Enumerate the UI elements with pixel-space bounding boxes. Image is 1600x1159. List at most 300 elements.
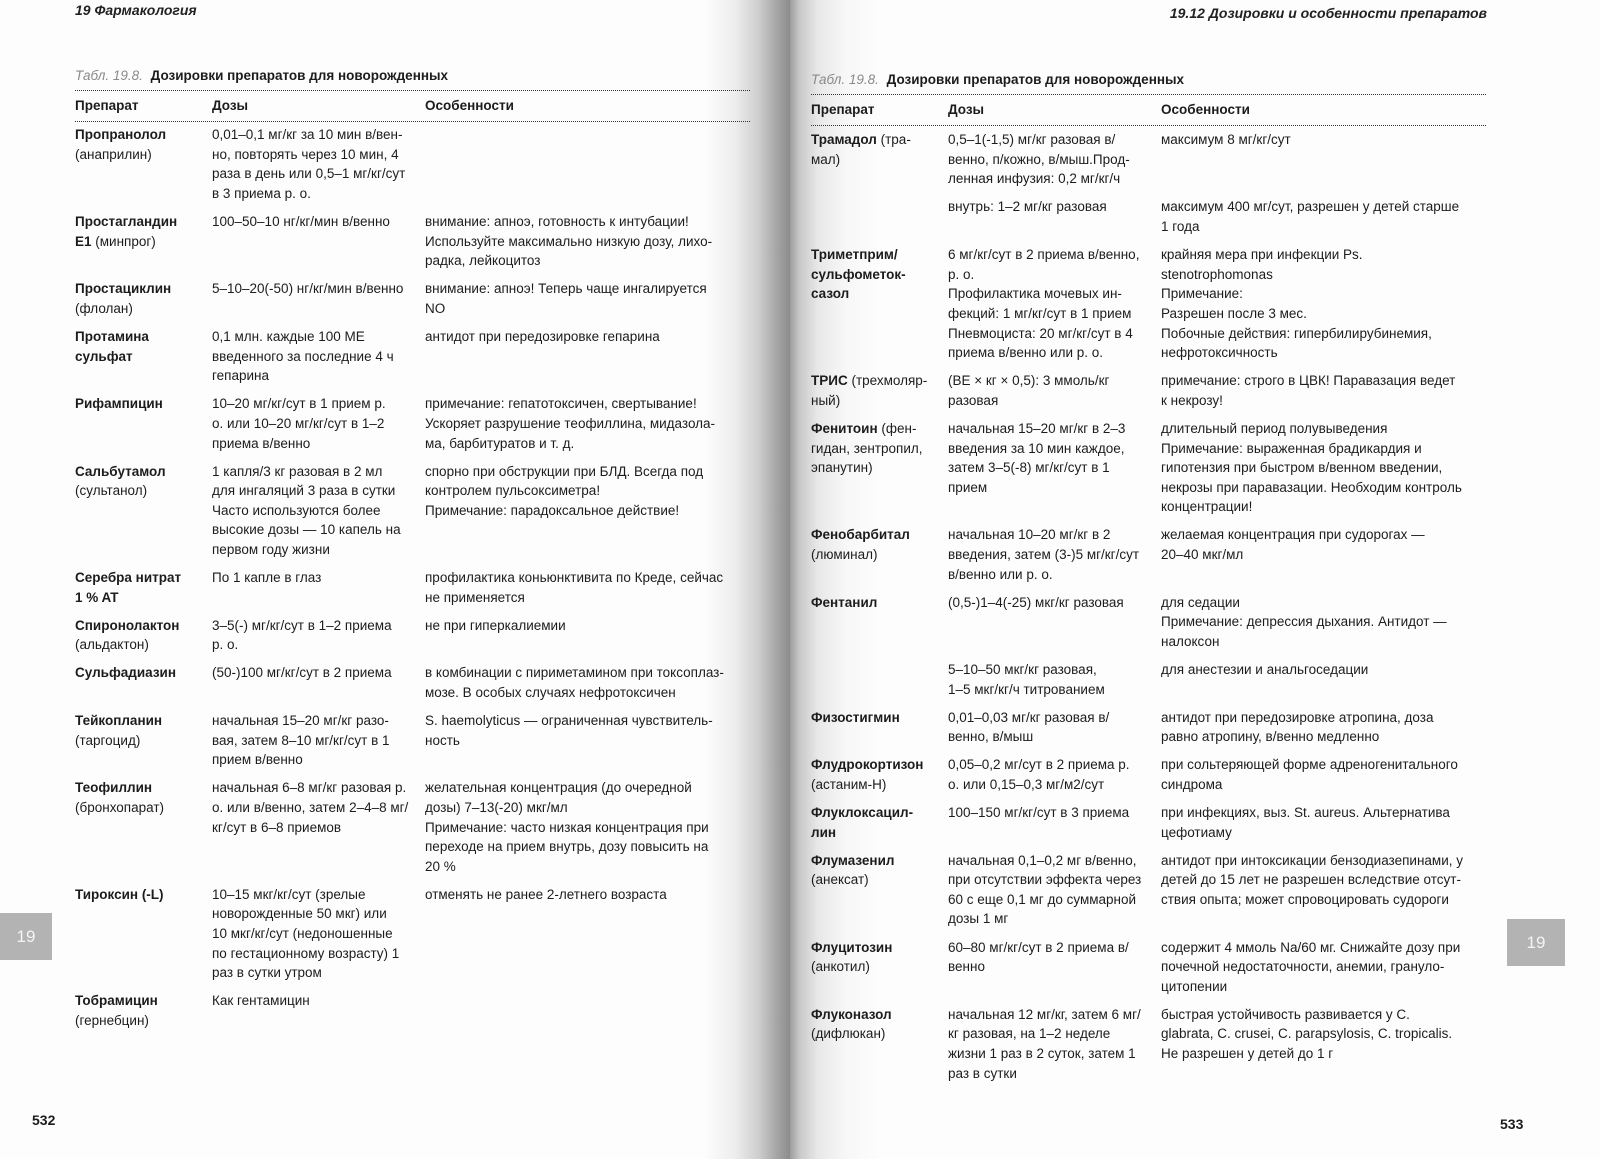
dose-line: приема в/венно или р. о. <box>948 345 1104 361</box>
dose-line: но, повторять через 10 мин, 4 <box>212 146 399 162</box>
drug-line <box>75 299 212 319</box>
drug-cell <box>75 568 212 607</box>
notes-line: некрозы при паравазации. Необходим контроль <box>1161 479 1462 495</box>
drug-name: Триметприм/ <box>811 247 898 263</box>
dose-line: 5–10–20(-50) нг/кг/мин в/венно <box>212 281 404 297</box>
drug-name: Тобрамицин <box>75 993 158 1009</box>
dose-line: высокие дозы — 10 капель на <box>212 522 401 538</box>
drug-line <box>75 798 212 818</box>
notes-line: длительный период полувыведения <box>1161 420 1388 436</box>
notes-line: контролем пульсоксиметра! <box>425 483 601 499</box>
drug-alt-name: (трехмоляр- <box>851 373 928 389</box>
notes-line: примечание: гепатотоксичен, свертывание! <box>425 396 697 412</box>
dose-cell <box>212 568 425 607</box>
dose-line: р. о. <box>212 637 239 653</box>
chapter-tab-label: 19 <box>1526 933 1546 952</box>
drug-line <box>811 803 948 823</box>
drug-alt-name: гидан, зентропил, <box>811 440 923 456</box>
drug-name: Сульфадиазин <box>75 665 176 681</box>
notes-line: концентрации! <box>1161 499 1253 515</box>
notes-cell <box>1161 938 1486 997</box>
notes-line: Побочные действия: гипербилирубинемия, <box>1161 325 1432 341</box>
notes-line: переходе на прием внутрь, дозу повысить на <box>425 839 709 855</box>
drug-name: Серебра нитрат <box>75 570 182 586</box>
notes-line: для седации <box>1161 594 1240 610</box>
dose-line: начальная 15–20 мг/кг в 2–3 <box>948 420 1126 436</box>
dose-line: 1–5 мкг/кг/ч титрованием <box>948 681 1105 697</box>
notes-line: Примечание: парадоксальное действие! <box>425 502 680 518</box>
notes-line: содержит 4 ммоль Na/60 мг. Снижайте дозу при <box>1161 939 1461 955</box>
dose-line: 0,05–0,2 мг/сут в 2 приема р. <box>948 757 1130 773</box>
running-head: 19 Фармакология <box>75 2 197 18</box>
drug-cell <box>811 851 948 929</box>
dose-line: жизни 1 раз в 2 суток, затем 1 <box>948 1046 1136 1062</box>
drug-cell <box>75 663 212 702</box>
drug-alt-name: (дифлюкан) <box>811 1026 886 1042</box>
notes-cell <box>1161 803 1486 842</box>
drug-alt-name: (сультанол) <box>75 483 148 499</box>
notes-cell <box>425 462 750 560</box>
table-number: Табл. 19.8. <box>75 68 143 83</box>
drug-name: Рифампицин <box>75 396 163 412</box>
drug-name: Физостигмин <box>811 709 900 725</box>
drug-name: E1 <box>75 233 92 249</box>
dose-line: Как гентамицин <box>212 993 310 1009</box>
dose-line: о. или 10–20 мг/кг/сут в 1–2 <box>212 415 385 431</box>
dose-cell <box>212 394 425 453</box>
drug-alt-name: мал) <box>811 151 841 167</box>
table-title: Дозировки препаратов для новорожденных <box>886 72 1185 87</box>
notes-line: гипотензия при быстром в/венном введении, <box>1161 460 1443 476</box>
notes-line: Примечание: <box>1161 286 1243 302</box>
dose-cell <box>948 371 1161 410</box>
dose-line: 1 капля/3 кг разовая в 2 мл <box>212 463 383 479</box>
dose-line: начальная 6–8 мг/кг разовая р. <box>212 780 407 796</box>
table-caption <box>811 69 1486 95</box>
drug-name: Флуконазол <box>811 1006 892 1022</box>
notes-cell <box>1161 708 1486 747</box>
drug-line <box>75 394 212 414</box>
drug-alt-name: (гернебцин) <box>75 1012 149 1028</box>
drug-line <box>75 663 212 683</box>
dose-line: (0,5-)1–4(-25) мкг/кг разовая <box>948 594 1124 610</box>
dose-cell <box>212 663 425 702</box>
drug-name: Фентанил <box>811 594 878 610</box>
drug-cell <box>75 462 212 560</box>
right-page <box>790 0 1600 1159</box>
drug-cell <box>75 327 212 386</box>
table-row <box>811 130 1486 197</box>
notes-line: крайняя мера при инфекции Ps. <box>1161 247 1363 263</box>
drug-alt-name: (минпрог) <box>95 233 156 249</box>
table-row <box>75 327 750 394</box>
drug-line <box>811 545 948 565</box>
notes-line: примечание: строго в ЦВК! Паравазация ведет <box>1161 373 1456 389</box>
drug-line <box>811 265 948 285</box>
dose-line: о. или в/венно, затем 2–4–8 мг/ <box>212 800 409 815</box>
drug-name: Теофиллин <box>75 780 153 796</box>
running-head: 19.12 Дозировки и особенности препаратов <box>1169 5 1487 21</box>
notes-cell <box>1161 419 1486 517</box>
drug-line <box>75 279 212 299</box>
drug-line <box>75 232 212 252</box>
drug-line <box>75 212 212 232</box>
drug-line <box>811 130 948 150</box>
drug-line <box>75 125 212 145</box>
drug-line <box>75 885 212 905</box>
dose-cell <box>948 938 1161 997</box>
table-row <box>811 245 1486 371</box>
drug-cell <box>75 394 212 453</box>
drug-name: сазол <box>811 286 850 302</box>
drug-line <box>75 778 212 798</box>
notes-line: нефротоксичность <box>1161 345 1278 361</box>
drug-alt-name: (анкотил) <box>811 959 870 975</box>
drug-line <box>75 711 212 731</box>
table-row <box>811 419 1486 525</box>
notes-line: не применяется <box>425 589 525 605</box>
dose-cell <box>212 885 425 983</box>
notes-line: быстрая устойчивость развивается у C. <box>1161 1006 1410 1022</box>
dose-line: венно, п/кожно, в/мыш.Прод- <box>948 151 1130 167</box>
table-row <box>75 212 750 279</box>
dose-cell <box>948 245 1161 363</box>
dose-line: 100–150 мг/кг/сут в 3 приема <box>948 805 1130 820</box>
drug-cell <box>75 616 212 655</box>
drug-alt-name: эпанутин) <box>811 460 873 476</box>
drug-line <box>811 1005 948 1025</box>
dose-line: по гестационному возрасту) 1 <box>212 945 400 961</box>
notes-line: glabrata, C. crusei, C. parapsylosis, C. tropicalis. <box>1161 1026 1453 1042</box>
dose-line: затем 3–5(-8) мг/кг/сут в 1 <box>948 460 1110 476</box>
drug-alt-name: (анексат) <box>811 872 869 888</box>
drug-cell <box>811 419 948 517</box>
notes-line: радка, лейкоцитоз <box>425 253 541 269</box>
drug-name: сульфат <box>75 348 133 364</box>
table-row <box>811 197 1486 245</box>
dose-cell <box>948 593 1161 652</box>
dose-line: дозы 1 мг <box>948 911 1009 927</box>
drug-line <box>75 347 212 367</box>
dose-line: Часто используются более <box>212 502 381 518</box>
notes-cell <box>425 279 750 318</box>
dose-cell <box>948 708 1161 747</box>
notes-line: мозе. В особых случаях нефротоксичен <box>425 685 676 701</box>
drug-line <box>811 458 948 478</box>
dose-cell <box>212 462 425 560</box>
dose-cell <box>212 991 425 1030</box>
drug-name: Флудрокортизон <box>811 757 924 773</box>
notes-line: цитопении <box>1161 978 1228 994</box>
notes-cell <box>425 394 750 453</box>
notes-line: почечной недостаточности, анемии, грануло- <box>1161 959 1445 975</box>
drug-name: Фенобарбитал <box>811 527 910 543</box>
dose-line: Пневмоциста: 20 мг/кг/сут в 4 <box>948 325 1133 341</box>
drug-line <box>811 957 948 977</box>
dose-cell <box>948 1005 1161 1083</box>
notes-line: при сольтеряющей форме адреногенитального <box>1161 757 1458 773</box>
column-header-dose: Дозы <box>948 102 985 117</box>
drug-line <box>811 371 948 391</box>
drug-name: Флуцитозин <box>811 939 893 955</box>
notes-cell <box>425 616 750 655</box>
drug-name: сульфометок- <box>811 266 906 282</box>
table-caption <box>75 65 750 91</box>
drug-alt-name: (астаним-Н) <box>811 776 887 792</box>
dose-line: гепарина <box>212 368 269 384</box>
drug-line <box>811 1024 948 1044</box>
table-row <box>811 371 1486 419</box>
drug-cell <box>811 197 948 236</box>
dose-line: (50-)100 мг/кг/сут в 2 приема <box>212 665 392 681</box>
drug-name: Флумазенил <box>811 852 895 868</box>
notes-line: детей до 15 лет не разрешен вследствие отсут- <box>1161 872 1461 888</box>
dose-line: о. или 0,15–0,3 мг/м2/сут <box>948 776 1105 792</box>
drug-cell <box>811 1005 948 1083</box>
dose-line: 0,5–1(-1,5) мг/кг разовая в/ <box>948 132 1116 148</box>
dose-line: вая, затем 8–10 мг/кг/сут в 1 <box>212 732 390 748</box>
notes-line: Не разрешен у детей до 1 г <box>1161 1046 1334 1062</box>
notes-line: при инфекциях, выз. St. aureus. Альтернатива <box>1161 805 1450 820</box>
notes-line: не при гиперкалиемии <box>425 617 566 633</box>
drug-alt-name: (тра- <box>880 132 911 148</box>
drug-cell <box>811 708 948 747</box>
drug-name: лин <box>811 824 837 840</box>
dose-line: введения, затем (3-)5 мг/кг/сут <box>948 546 1140 562</box>
dose-cell <box>948 755 1161 794</box>
notes-cell <box>1161 1005 1486 1083</box>
table-row <box>75 663 750 711</box>
dose-line: прием в/венно <box>212 752 303 768</box>
dose-line: раз в сутки утром <box>212 965 322 981</box>
dose-cell <box>948 130 1161 189</box>
drug-line <box>75 145 212 165</box>
drug-cell <box>811 525 948 584</box>
dose-line: 5–10–50 мкг/кг разовая, <box>948 661 1097 677</box>
notes-cell <box>1161 245 1486 363</box>
notes-line: профилактика коньюнктивита по Креде, сейчас <box>425 570 724 586</box>
dose-cell <box>948 851 1161 929</box>
column-header-drug: Препарат <box>75 98 139 113</box>
chapter-tab <box>0 913 52 960</box>
table-row <box>75 125 750 212</box>
notes-line: антидот при передозировке гепарина <box>425 329 660 345</box>
dose-line: 10 мкг/кг/сут (недоношенные <box>212 926 393 942</box>
column-header-drug: Препарат <box>811 102 875 117</box>
drug-line <box>75 616 212 636</box>
drug-cell <box>811 245 948 363</box>
notes-line: антидот при передозировке атропина, доза <box>1161 709 1434 725</box>
dose-line: в 3 приема р. о. <box>212 185 311 201</box>
notes-line: антидот при интоксикации бензодиазепинами, у <box>1161 852 1463 868</box>
drug-cell <box>75 125 212 203</box>
dose-line: внутрь: 1–2 мг/кг разовая <box>948 199 1107 215</box>
drug-line <box>811 284 948 304</box>
drug-cell <box>811 803 948 842</box>
chapter-tab <box>1507 919 1565 966</box>
dose-cell <box>212 327 425 386</box>
drug-line <box>811 419 948 439</box>
dose-cell <box>948 197 1161 236</box>
dose-line: введения за 10 мин каждое, <box>948 440 1125 456</box>
table-header-row <box>75 92 750 122</box>
dose-line: венно <box>948 959 985 975</box>
notes-line: дозы) 7–13(-20) мкг/мл <box>425 800 568 815</box>
dose-cell <box>212 125 425 203</box>
drug-line <box>811 775 948 795</box>
drug-name: ТРИС <box>811 373 848 389</box>
drug-cell <box>75 212 212 271</box>
drug-name: Фенитоин <box>811 420 878 436</box>
drug-cell <box>811 660 948 699</box>
drug-name: Тейкопланин <box>75 713 163 729</box>
notes-line: налоксон <box>1161 633 1220 649</box>
notes-cell <box>1161 525 1486 584</box>
dose-line: 10–20 мг/кг/сут в 1 прием р. <box>212 396 386 412</box>
dose-line: раза в день или 0,5–1 мг/кг/сут <box>212 166 406 182</box>
drug-name: Простациклин <box>75 281 172 297</box>
notes-line: спорно при обструкции при БЛД. Всегда под <box>425 463 704 479</box>
notes-line: Примечание: депрессия дыхания. Антидот — <box>1161 614 1447 630</box>
dose-line: начальная 0,1–0,2 мг в/венно, <box>948 852 1137 868</box>
dose-line: фекций: 1 мг/кг/сут в 1 прием <box>948 305 1132 321</box>
drug-alt-name: (бронхопарат) <box>75 800 165 815</box>
dose-line: 0,01–0,03 мг/кг разовая в/ <box>948 709 1110 725</box>
table-row <box>75 616 750 664</box>
table-row <box>811 938 1486 1005</box>
drug-name: Пропранолол <box>75 127 167 143</box>
dose-line: 60 с еще 0,1 мг до суммарной <box>948 891 1137 907</box>
dose-line: 3–5(-) мг/кг/сут в 1–2 приема <box>212 617 392 633</box>
notes-cell <box>1161 851 1486 929</box>
drug-line <box>811 150 948 170</box>
drug-alt-name: (флолан) <box>75 300 133 316</box>
drug-line <box>811 755 948 775</box>
notes-cell <box>425 125 750 203</box>
drug-alt-name: (таргоцид) <box>75 732 141 748</box>
drug-line <box>75 635 212 655</box>
table-row <box>75 568 750 616</box>
dose-cell <box>212 616 425 655</box>
drug-name: 1 % AT <box>75 589 119 605</box>
drug-cell <box>75 711 212 770</box>
dose-line: ленная инфузия: 0,2 мг/кг/ч <box>948 171 1121 187</box>
dose-cell <box>212 279 425 318</box>
drug-name: Сальбутамол <box>75 463 166 479</box>
chapter-tab-label: 19 <box>16 927 36 946</box>
drug-alt-name: (альдактон) <box>75 637 149 653</box>
notes-cell <box>1161 660 1486 699</box>
table-row <box>811 851 1486 938</box>
dose-line: приема в/венно <box>212 435 311 451</box>
table-row <box>75 711 750 778</box>
notes-cell <box>425 663 750 702</box>
drug-cell <box>75 279 212 318</box>
drug-alt-name: (анаприлин) <box>75 146 152 162</box>
dose-cell <box>948 660 1161 699</box>
notes-line: NO <box>425 300 446 316</box>
notes-line: S. haemolyticus — ограниченная чувствитель- <box>425 713 713 729</box>
drug-name: Протамина <box>75 329 149 345</box>
table-row <box>75 394 750 461</box>
page-number: 532 <box>32 1112 56 1128</box>
drug-cell <box>811 938 948 997</box>
column-header-notes: Особенности <box>1161 102 1250 117</box>
table-row <box>811 660 1486 708</box>
dose-line: раз в сутки <box>948 1065 1017 1081</box>
drug-line <box>811 439 948 459</box>
notes-line: stenotrophomonas <box>1161 266 1273 282</box>
table-row <box>75 462 750 568</box>
drug-line <box>811 851 948 871</box>
drug-alt-name: ный) <box>811 392 841 408</box>
notes-line: синдрома <box>1161 776 1223 792</box>
notes-line: максимум 8 мг/кг/сут <box>1161 132 1291 148</box>
dose-line: начальная 10–20 мг/кг в 2 <box>948 527 1111 543</box>
drug-alt-name: (фен- <box>881 420 917 436</box>
table-row <box>811 1005 1486 1092</box>
dose-line: 60–80 мг/кг/сут в 2 приема в/ <box>948 939 1129 955</box>
notes-line: равно атропину, в/венно медленно <box>1161 729 1380 745</box>
notes-line: внимание: апноэ, готовность к интубации! <box>425 214 689 230</box>
drug-name: Спиронолактон <box>75 617 180 633</box>
notes-line: Используйте максимально низкую дозу, лихо- <box>425 233 713 249</box>
drug-cell <box>811 593 948 652</box>
notes-cell <box>425 778 750 876</box>
dose-line: при отсутствии эффекта через <box>948 872 1142 888</box>
dose-line: для ингаляций 3 раза в сутки <box>212 483 396 499</box>
drug-line <box>811 938 948 958</box>
dose-line: начальная 12 мг/кг, затем 6 мг/ <box>948 1006 1141 1022</box>
dose-line: Профилактика мочевых ин- <box>948 286 1122 302</box>
drug-line <box>75 588 212 608</box>
drug-line <box>75 731 212 751</box>
drug-line <box>75 1011 212 1031</box>
dose-line: 6 мг/кг/сут в 2 приема в/венно, <box>948 247 1140 263</box>
notes-cell <box>425 711 750 770</box>
dose-line: 0,01–0,1 мг/кг за 10 мин в/вен- <box>212 127 403 143</box>
notes-line: ма, барбитуратов и т. д. <box>425 435 575 451</box>
dose-line: начальная 15–20 мг/кг разо- <box>212 713 389 729</box>
table-title: Дозировки препаратов для новорожденных <box>150 68 449 83</box>
notes-cell <box>425 212 750 271</box>
drug-line <box>811 391 948 411</box>
notes-line: 1 года <box>1161 219 1200 235</box>
notes-line: внимание: апноэ! Теперь чаще ингалируется <box>425 281 707 297</box>
notes-line: ность <box>425 732 460 748</box>
notes-line: для анестезии и анальгоседации <box>1161 661 1369 677</box>
table-row <box>75 991 750 1039</box>
notes-line: отменять не ранее 2-летнего возраста <box>425 886 667 902</box>
notes-cell <box>1161 755 1486 794</box>
notes-cell <box>425 568 750 607</box>
drug-line <box>811 245 948 265</box>
table-row <box>811 755 1486 803</box>
notes-line: Разрешен после 3 мес. <box>1161 305 1307 321</box>
notes-line: желательная концентрация (до очередной <box>425 780 692 796</box>
drug-cell <box>811 130 948 189</box>
dose-cell <box>948 419 1161 517</box>
column-header-dose: Дозы <box>212 98 249 113</box>
dose-line: введенного за последние 4 ч <box>212 348 394 364</box>
drug-line <box>811 593 948 613</box>
drug-name: Тироксин (-L) <box>75 886 164 902</box>
dose-line: 100–50–10 нг/кг/мин в/венно <box>212 214 390 230</box>
notes-cell <box>1161 371 1486 410</box>
drug-line <box>811 823 948 843</box>
table-body <box>811 130 1486 1092</box>
notes-line: Примечание: выраженная брадикардия и <box>1161 440 1422 456</box>
